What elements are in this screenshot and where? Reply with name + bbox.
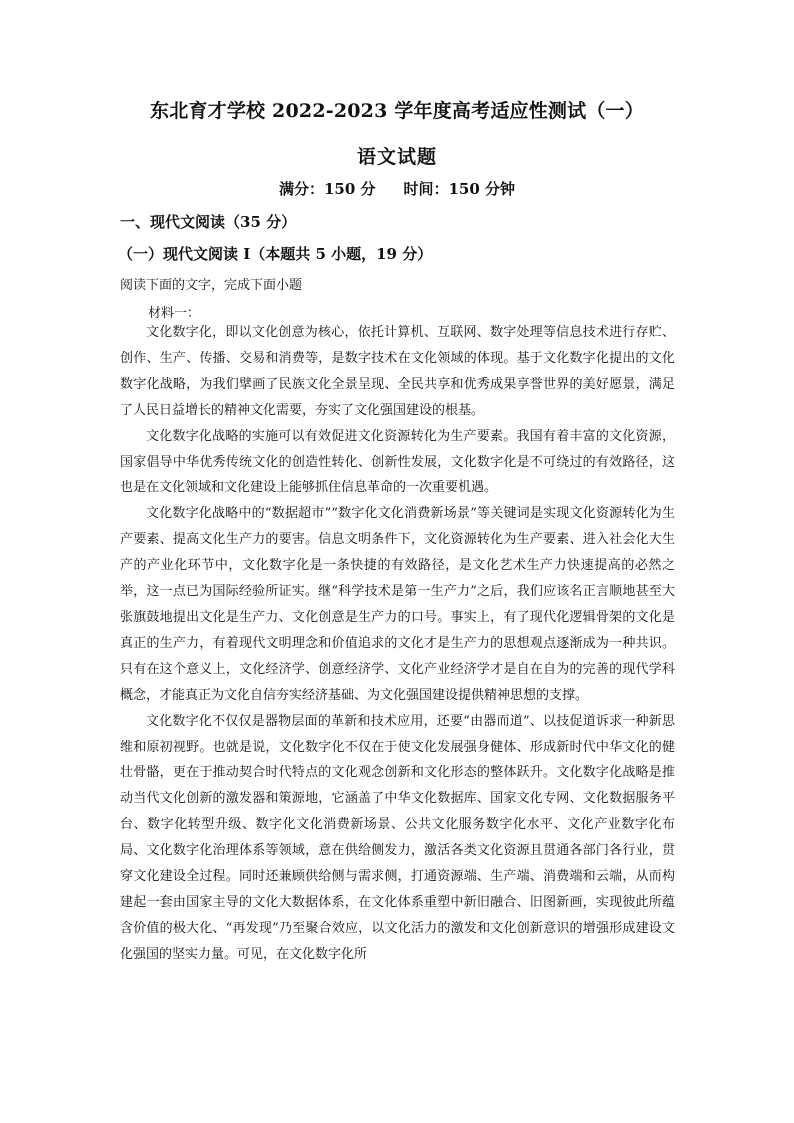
paragraph: 文化数字化，即以文化创意为核心，依托计算机、互联网、数字处理等信息技术进行存贮、创作、生产、传播、交易和消费等，是数字技术在文化领域的体现。基于文化数字化提出的文化数字化战略，为我们擘画了民族文化全景呈现、全民共享和优秀成果享誉世界的美好愿景，满足了人民日益增长的精神文化需要，夯实了文化强国建设的根基。 (120, 325, 675, 418)
paragraph: 文化数字化战略的实施可以有效促进文化资源转化为生产要素。我国有着丰富的文化资源，国家倡导中华优秀传统文化的创造性转化、创新性发展，文化数字化是不可绕过的有效路径，这也是在文化领域和文化建设上能够抓住信息革命的一次重要机遇。 (120, 428, 675, 496)
material-label: 材料一： (148, 306, 201, 321)
paragraph: 文化数字化战略中的“数据超市”“数字化文化消费新场景”等关键词是实现文化资源转化为生产要素、提高文化生产力的要害。信息文明条件下，文化资源转化为生产要素、进入社会化大生产的产业化环节中，文化数字化是一条快捷的有效路径，是文化艺术生产力快速提高的必然之举，这一点已为国际经验所证实。继“科学技术是第一生产力”之后，我们应该名正言顺地甚至大张旗鼓地提出文化是生产力、文化创意是生产力的口号。事实上，有了现代化逻辑骨架的文化是真正的生产力，有着现代文明理念和价值追求的文化才是生产力的思想观点逐渐成为一种共识。只有在这个意义上，文化经济学、创意经济学、文化产业经济学才是自在自为的完善的现代学科概念，才能真正为文化自信夯实经济基础、为文化强国建设提供精神思想的支撑。 (120, 506, 675, 703)
subsection-heading: （一）现代文阅读 I（本题共 5 小题，19 分） (118, 245, 433, 263)
time-info: 时间：150 分钟 (403, 180, 516, 198)
exam-info (0, 178, 794, 199)
exam-title: 东北育才学校 2022-2023 学年度高考适应性测试（一） (150, 100, 644, 122)
section-heading: 一、现代文阅读（35 分） (120, 213, 297, 231)
reading-instruction: 阅读下面的文字，完成下面小题 (120, 278, 303, 293)
subject-title: 语文试题 (356, 146, 437, 168)
material-body (120, 320, 675, 968)
score-info: 满分：150 分 (278, 180, 376, 198)
paragraph: 文化数字化不仅仅是器物层面的革新和技术应用，还要“由器而道”、以技促道诉求一种新思维和原初视野。也就是说，文化数字化不仅在于使文化发展强身健体、形成新时代中华文化的健壮骨骼，更在于推动契合时代特点的文化观念创新和文化形态的整体跃升。文化数字化战略是推动当代文化创新的激发器和策源地，它涵盖了中华文化数据库、国家文化专网、文化数据服务平台、数字化转型升级、数字化文化消费新场景、公共文化服务数字化水平、文化产业数字化布局、文化数字化治理体系等领域，意在供给侧发力，激活各类文化资源且贯通各部门各行业，贯穿文化建设全过程。同时还兼顾供给侧与需求侧，打通资源端、生产端、消费端和云端，从而构建起一套由国家主导的文化大数据体系，在文化体系重塑中新旧融合、旧图新画，实现彼此所蕴含价值的极大化、“再发现”乃至聚合效应，以文化活力的激发和文化创新意识的增强形成建设文化强国的坚实力量。可见，在文化数字化所 (120, 713, 675, 962)
